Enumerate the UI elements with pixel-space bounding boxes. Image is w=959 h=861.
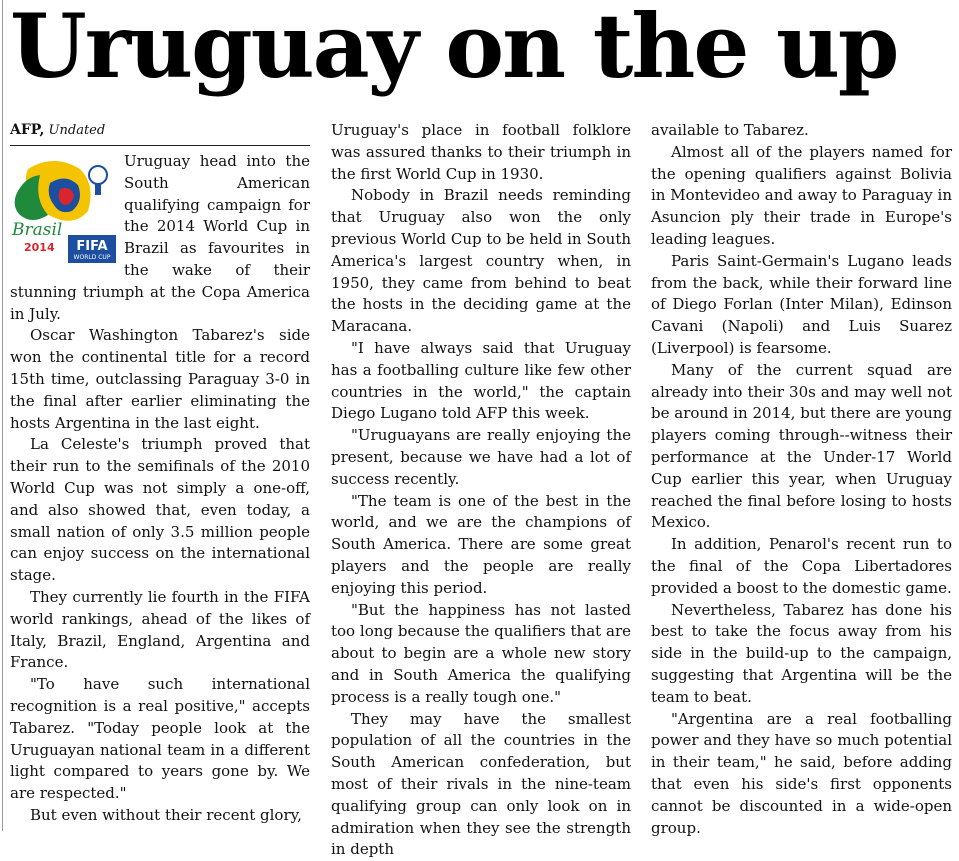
paragraph: Almost all of the players named for the opening qualifiers against Bolivia in Montevideo and away to Paraguay in Asuncion ply their trade in Europe's leading leagues.	[651, 142, 952, 248]
paragraph: "But the happiness has not lasted too long because the qualifiers that are about to begin are a whole new story and in South America the qualifying process is a really tough one."	[331, 600, 631, 706]
byline-dateline: Undated	[48, 123, 106, 138]
paragraph: "Uruguayans are really enjoying the present, because we have had a lot of success recently.	[331, 426, 631, 488]
paragraph: Uruguay's place in football folklore was assured thanks to their triumph in the first World Cup in 1930.	[331, 121, 631, 183]
paragraph: "I have always said that Uruguay has a footballing culture like few other countries in the world," the captain Diego Lugano told AFP this week.	[331, 338, 631, 423]
paragraph: "The team is one of the best in the world, and we are the champions of South America. There are some great players and the people are really enjoying this period.	[331, 491, 631, 597]
article-column-2	[331, 120, 632, 859]
byline-agency: AFP,	[10, 122, 45, 138]
paragraph: Nobody in Brazil needs reminding that Uruguay also won the only previous World Cup to be held in South America's largest country when, in 1950, they came from behind to beat the hosts in the deciding game at the Maracana.	[331, 186, 632, 336]
byline	[10, 120, 310, 146]
paragraph: They currently lie fourth in the FIFA world rankings, ahead of the likes of Italy, Brazil, England, Argentina and France.	[10, 587, 310, 672]
paragraph: La Celeste's triumph proved that their run to the semifinals of the 2010 World Cup was not simply a one-off, and also showed that, even today, a small nation of only 3.5 million people can enjoy success on the international stage.	[10, 435, 310, 585]
paragraph: "Argentina are a real footballing power and they have so much potential in their team," he said, before adding that even his side's first opponents cannot be discounted in a wide-open group.	[651, 709, 952, 837]
logo-world-cup-text: WORLD CUP	[73, 254, 111, 261]
paragraph: Many of the current squad are already into their 30s and may well not be around in 2014, but there are young players coming through--witness their performance at the Under-17 World Cup earlier this year, when Uruguay reached the final before losing to hosts Mexico.	[651, 360, 952, 532]
paragraph: Oscar Washington Tabarez's side won the continental title for a record 15th time, outclassing Paraguay 3-0 in the final after earlier eliminating the hosts Argentina in the last eight.	[10, 326, 310, 432]
logo-year-text: 2014	[24, 241, 55, 254]
paragraph: Nevertheless, Tabarez has done his best to take the focus away from his side in the build-up to the campaign, suggesting that Argentina will be the team to beat.	[651, 600, 952, 706]
paragraph: available to Tabarez.	[651, 121, 809, 139]
brasil-2014-world-cup-logo	[10, 155, 116, 263]
logo-fifa-text: FIFA	[76, 239, 108, 254]
paragraph: But even without their recent glory,	[30, 805, 302, 824]
paragraph: Uruguay head into the South American qualifying campaign for the 2014 World Cup in Brazil as favourites in the wake of their stunning triumph at the Copa America in July.	[10, 152, 310, 323]
article-column-3	[651, 120, 952, 837]
paragraph: Paris Saint-Germain's Lugano leads from the back, while their forward line of Diego Forlan (Inter Milan), Edinson Cavani (Napoli) and Luis Suarez (Liverpool) is fearsome.	[651, 251, 952, 357]
logo-brasil-text: Brasil	[12, 220, 63, 240]
article-column-1	[10, 120, 310, 830]
paragraph: They may have the smallest population of all the countries in the South American confederation, but most of their rivals in the nine-team qualifying group can only look on in admiration when they see the strength in depth	[331, 709, 631, 859]
left-column-rule	[2, 0, 3, 831]
paragraph: "To have such international recognition is a real positive," accepts Tabarez. "Today people look at the Uruguayan national team in a different light compared to years gone by. We are respected."	[10, 675, 310, 803]
paragraph: In addition, Penarol's recent run to the final of the Copa Libertadores provided a boost to the domestic game.	[651, 535, 952, 597]
headline: Uruguay on the up	[10, 0, 898, 98]
